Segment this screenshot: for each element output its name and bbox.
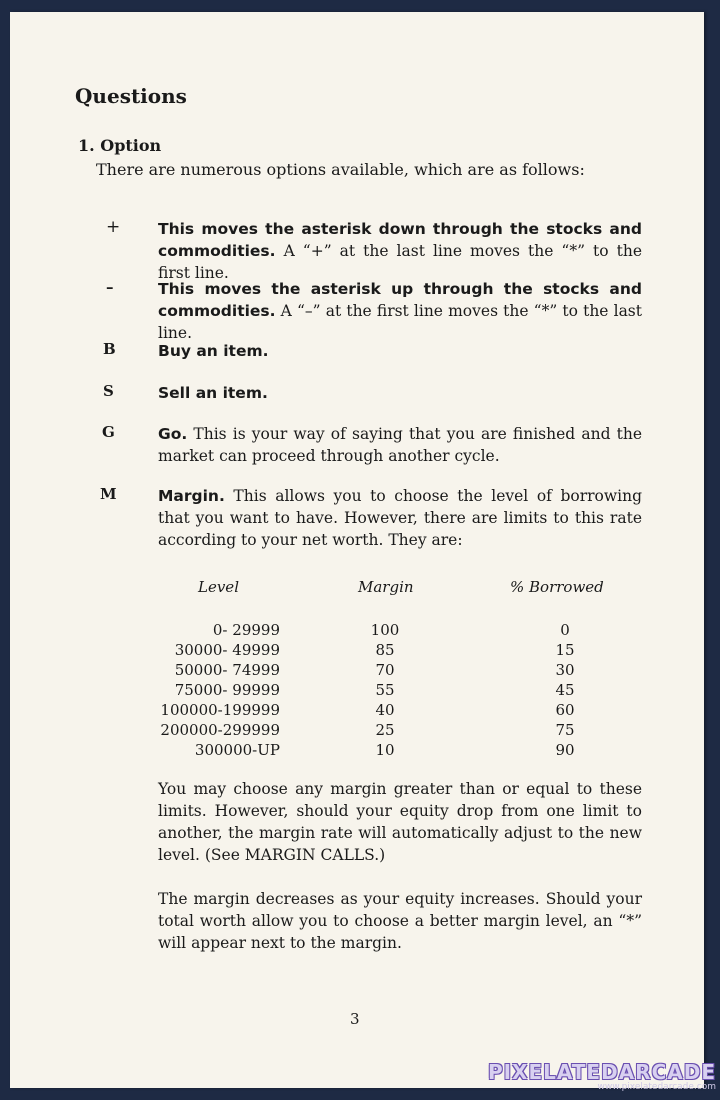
table-cell: 30000- 49999 (174, 641, 280, 659)
option-description: Sell an item. (158, 384, 268, 402)
option-description: Buy an item. (158, 342, 269, 360)
table-cell: 100 (370, 621, 400, 639)
option-intro: There are numerous options available, which are as follows: (96, 160, 585, 179)
table-cell: 40 (375, 701, 395, 719)
option-description: Margin. This allows you to choose the level of borrowing that you want to have. However, there are limits to this rate according to your net worth. They are: (158, 487, 642, 549)
option-description: This moves the asterisk down through the stocks and commodities. A “+” at the last line moves the “*” to the first line. (158, 220, 642, 282)
margin-note-paragraph: You may choose any margin greater than or equal to these limits. However, should your equity drop from one limit to another, the margin rate will automatically adjust to the new level. (See MARGIN CALLS.) (158, 780, 642, 864)
table-cell: 25 (375, 721, 395, 739)
table-cell: 45 (555, 681, 575, 699)
table-cell: 300000-UP (194, 741, 280, 759)
option-section-title: 1. Option (78, 136, 162, 155)
option-description: This moves the asterisk up through the stocks and commodities. A “–” at the first line moves the “*” to the last line. (158, 280, 642, 342)
table-cell: 100000-199999 (160, 701, 280, 719)
watermark-url: www.pixelatedarcade.com (597, 1082, 716, 1092)
option-key: + (106, 217, 121, 237)
page-heading: Questions (75, 84, 187, 108)
option-key: G (102, 423, 115, 441)
table-cell: 85 (375, 641, 395, 659)
table-header-margin: Margin (358, 578, 414, 596)
option-key: M (100, 485, 117, 503)
table-cell: 60 (555, 701, 575, 719)
table-cell: 0- 29999 (212, 621, 280, 639)
option-key: S (103, 382, 114, 400)
table-cell: 90 (555, 741, 575, 759)
table-cell: 0 (560, 621, 570, 639)
table-cell: 55 (375, 681, 395, 699)
table-header-level: Level (198, 578, 239, 596)
table-cell: 30 (555, 661, 575, 679)
table-col-borrowed (540, 620, 590, 760)
table-cell: 75000- 99999 (174, 681, 280, 699)
table-header-borrowed: % Borrowed (510, 578, 604, 596)
table-col-margin (360, 620, 410, 760)
option-key: – (106, 278, 114, 296)
margin-decrease-paragraph: The margin decreases as your equity increases. Should your total worth allow you to choose a better margin level, an “*” will appear next to the margin. (158, 890, 642, 952)
table-cell: 200000-299999 (160, 721, 280, 739)
option-description: Go. This is your way of saying that you are finished and the market can proceed through another cycle. (158, 425, 642, 465)
page-number: 3 (350, 1010, 360, 1028)
table-cell: 75 (555, 721, 575, 739)
watermark-logo: PIXELATEDARCADE (487, 1060, 716, 1084)
site-watermark (488, 1060, 716, 1092)
manual-page (10, 12, 704, 1088)
table-cell: 10 (375, 741, 395, 759)
table-cell: 70 (375, 661, 395, 679)
table-cell: 15 (555, 641, 575, 659)
table-col-level (160, 620, 280, 760)
option-key: B (103, 340, 116, 358)
table-cell: 50000- 74999 (174, 661, 280, 679)
